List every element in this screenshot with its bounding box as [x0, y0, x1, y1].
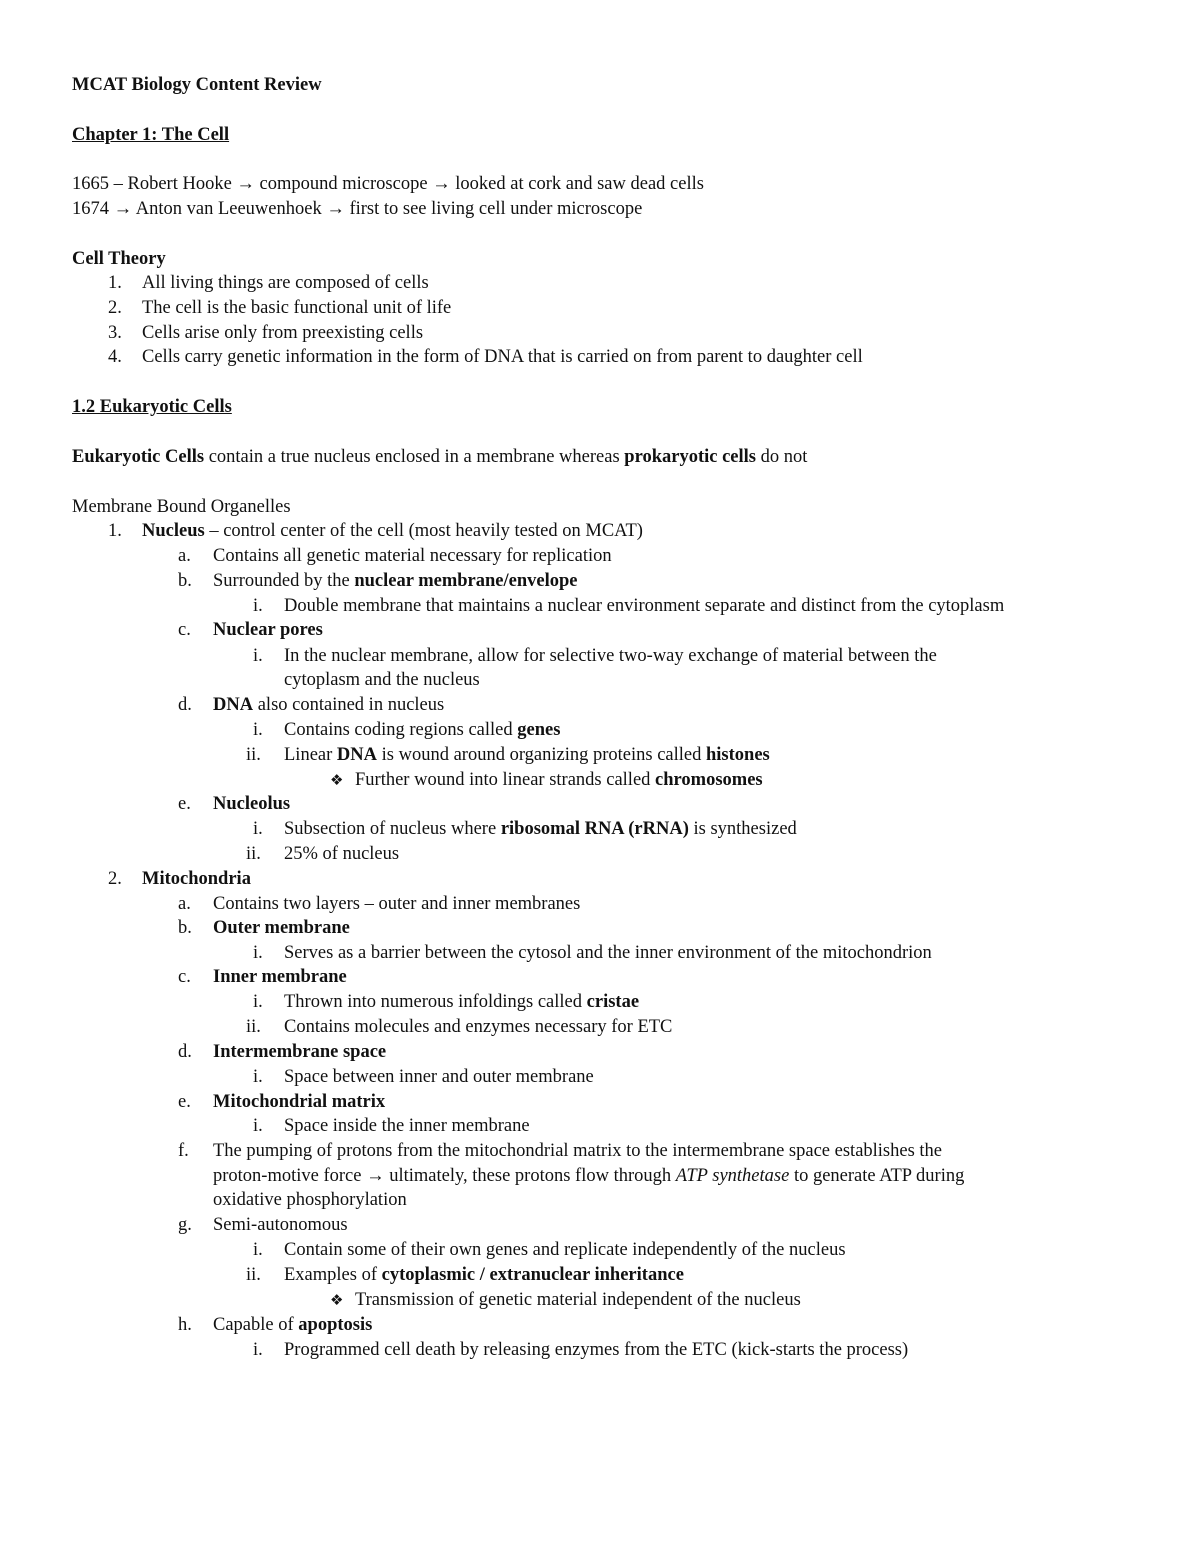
list-item: Double membrane that maintains a nuclear environment separate and distinct from the cytoplasm	[284, 596, 1005, 616]
list-item: Inner membrane	[213, 967, 347, 987]
list-item: Outer membrane	[213, 918, 350, 938]
list-marker: i.	[253, 646, 263, 666]
list-marker: i.	[253, 1340, 263, 1360]
list-item: Contains two layers – outer and inner membranes	[213, 894, 581, 914]
cell-theory-heading: Cell Theory	[72, 249, 166, 269]
list-item: Serves as a barrier between the cytosol and the inner environment of the mitochondrion	[284, 943, 932, 963]
bullet-item: Transmission of genetic material independent of the nucleus	[355, 1290, 801, 1310]
cell-theory-item: All living things are composed of cells	[142, 273, 429, 293]
list-item: Contain some of their own genes and replicate independently of the nucleus	[284, 1240, 846, 1260]
list-marker: i.	[253, 943, 263, 963]
cell-theory-item: Cells carry genetic information in the form of DNA that is carried on from parent to daughter cell	[142, 347, 863, 367]
list-item: Surrounded by the nuclear membrane/envelope	[213, 571, 578, 591]
list-item-continuation: oxidative phosphorylation	[213, 1190, 407, 1210]
list-item: Thrown into numerous infoldings called cristae	[284, 992, 640, 1012]
list-marker: 2.	[108, 298, 122, 318]
list-item: Capable of apoptosis	[213, 1315, 373, 1335]
cell-theory-item: Cells arise only from preexisting cells	[142, 323, 424, 343]
list-marker: ii.	[246, 844, 261, 864]
mitochondria-item: Mitochondria	[142, 869, 251, 889]
list-marker: ii.	[246, 1265, 261, 1285]
nucleus-item: Nucleus – control center of the cell (most heavily tested on MCAT)	[142, 521, 643, 541]
list-item: Nuclear pores	[213, 620, 323, 640]
list-item: Intermembrane space	[213, 1042, 387, 1062]
list-item: Programmed cell death by releasing enzymes from the ETC (kick-starts the process)	[284, 1340, 909, 1360]
section-heading: 1.2 Eukaryotic Cells	[72, 397, 232, 417]
list-marker: 1.	[108, 273, 122, 293]
list-marker: c.	[178, 620, 191, 640]
cell-theory-item: The cell is the basic functional unit of life	[142, 298, 452, 318]
list-item: Contains molecules and enzymes necessary for ETC	[284, 1017, 673, 1037]
list-marker: i.	[253, 596, 263, 616]
list-marker: e.	[178, 794, 191, 814]
list-item: Examples of cytoplasmic / extranuclear inheritance	[284, 1265, 684, 1285]
list-marker: h.	[178, 1315, 192, 1335]
diamond-bullet-icon: ❖	[330, 771, 344, 789]
list-marker: b.	[178, 571, 192, 591]
eukaryotic-intro: Eukaryotic Cells contain a true nucleus enclosed in a membrane whereas prokaryotic cells do not	[72, 447, 808, 467]
list-marker: a.	[178, 894, 191, 914]
list-item: Space between inner and outer membrane	[284, 1067, 594, 1087]
list-item: Linear DNA is wound around organizing proteins called histones	[284, 745, 770, 765]
list-item-continuation: proton-motive force → ultimately, these protons flow through ATP synthetase to generate ATP during	[213, 1166, 965, 1186]
list-marker: i.	[253, 1116, 263, 1136]
list-marker: 1.	[108, 521, 122, 541]
list-marker: 3.	[108, 323, 122, 343]
history-line-1: 1665 – Robert Hooke → compound microscope → looked at cork and saw dead cells	[72, 174, 704, 194]
list-marker: e.	[178, 1092, 191, 1112]
history-line-2: 1674 → Anton van Leeuwenhoek → first to see living cell under microscope	[72, 199, 643, 219]
list-marker: 2.	[108, 869, 122, 889]
list-item: The pumping of protons from the mitochondrial matrix to the intermembrane space establishes the	[213, 1141, 943, 1161]
list-marker: i.	[253, 819, 263, 839]
list-item: Semi-autonomous	[213, 1215, 348, 1235]
list-marker: i.	[253, 720, 263, 740]
list-item: In the nuclear membrane, allow for selective two-way exchange of material between the	[284, 646, 937, 666]
list-marker: 4.	[108, 347, 122, 367]
list-item: Contains coding regions called genes	[284, 720, 561, 740]
list-marker: i.	[253, 1067, 263, 1087]
list-marker: c.	[178, 967, 191, 987]
list-item: Subsection of nucleus where ribosomal RNA (rRNA) is synthesized	[284, 819, 797, 839]
list-marker: f.	[178, 1141, 189, 1161]
chapter-heading: Chapter 1: The Cell	[72, 125, 230, 145]
list-marker: i.	[253, 992, 263, 1012]
list-item: 25% of nucleus	[284, 844, 400, 864]
organelles-heading: Membrane Bound Organelles	[72, 497, 291, 517]
bullet-item: Further wound into linear strands called chromosomes	[355, 770, 763, 790]
list-item: DNA also contained in nucleus	[213, 695, 445, 715]
list-marker: i.	[253, 1240, 263, 1260]
list-item: Mitochondrial matrix	[213, 1092, 386, 1112]
list-marker: d.	[178, 695, 192, 715]
list-marker: a.	[178, 546, 191, 566]
list-item: Space inside the inner membrane	[284, 1116, 530, 1136]
list-marker: ii.	[246, 745, 261, 765]
list-marker: ii.	[246, 1017, 261, 1037]
document-title: MCAT Biology Content Review	[72, 75, 322, 95]
list-marker: b.	[178, 918, 192, 938]
list-marker: d.	[178, 1042, 192, 1062]
list-item-continuation: cytoplasm and the nucleus	[284, 670, 480, 690]
diamond-bullet-icon: ❖	[330, 1291, 344, 1309]
list-item: Contains all genetic material necessary for replication	[213, 546, 612, 566]
list-marker: g.	[178, 1215, 192, 1235]
list-item: Nucleolus	[213, 794, 291, 814]
